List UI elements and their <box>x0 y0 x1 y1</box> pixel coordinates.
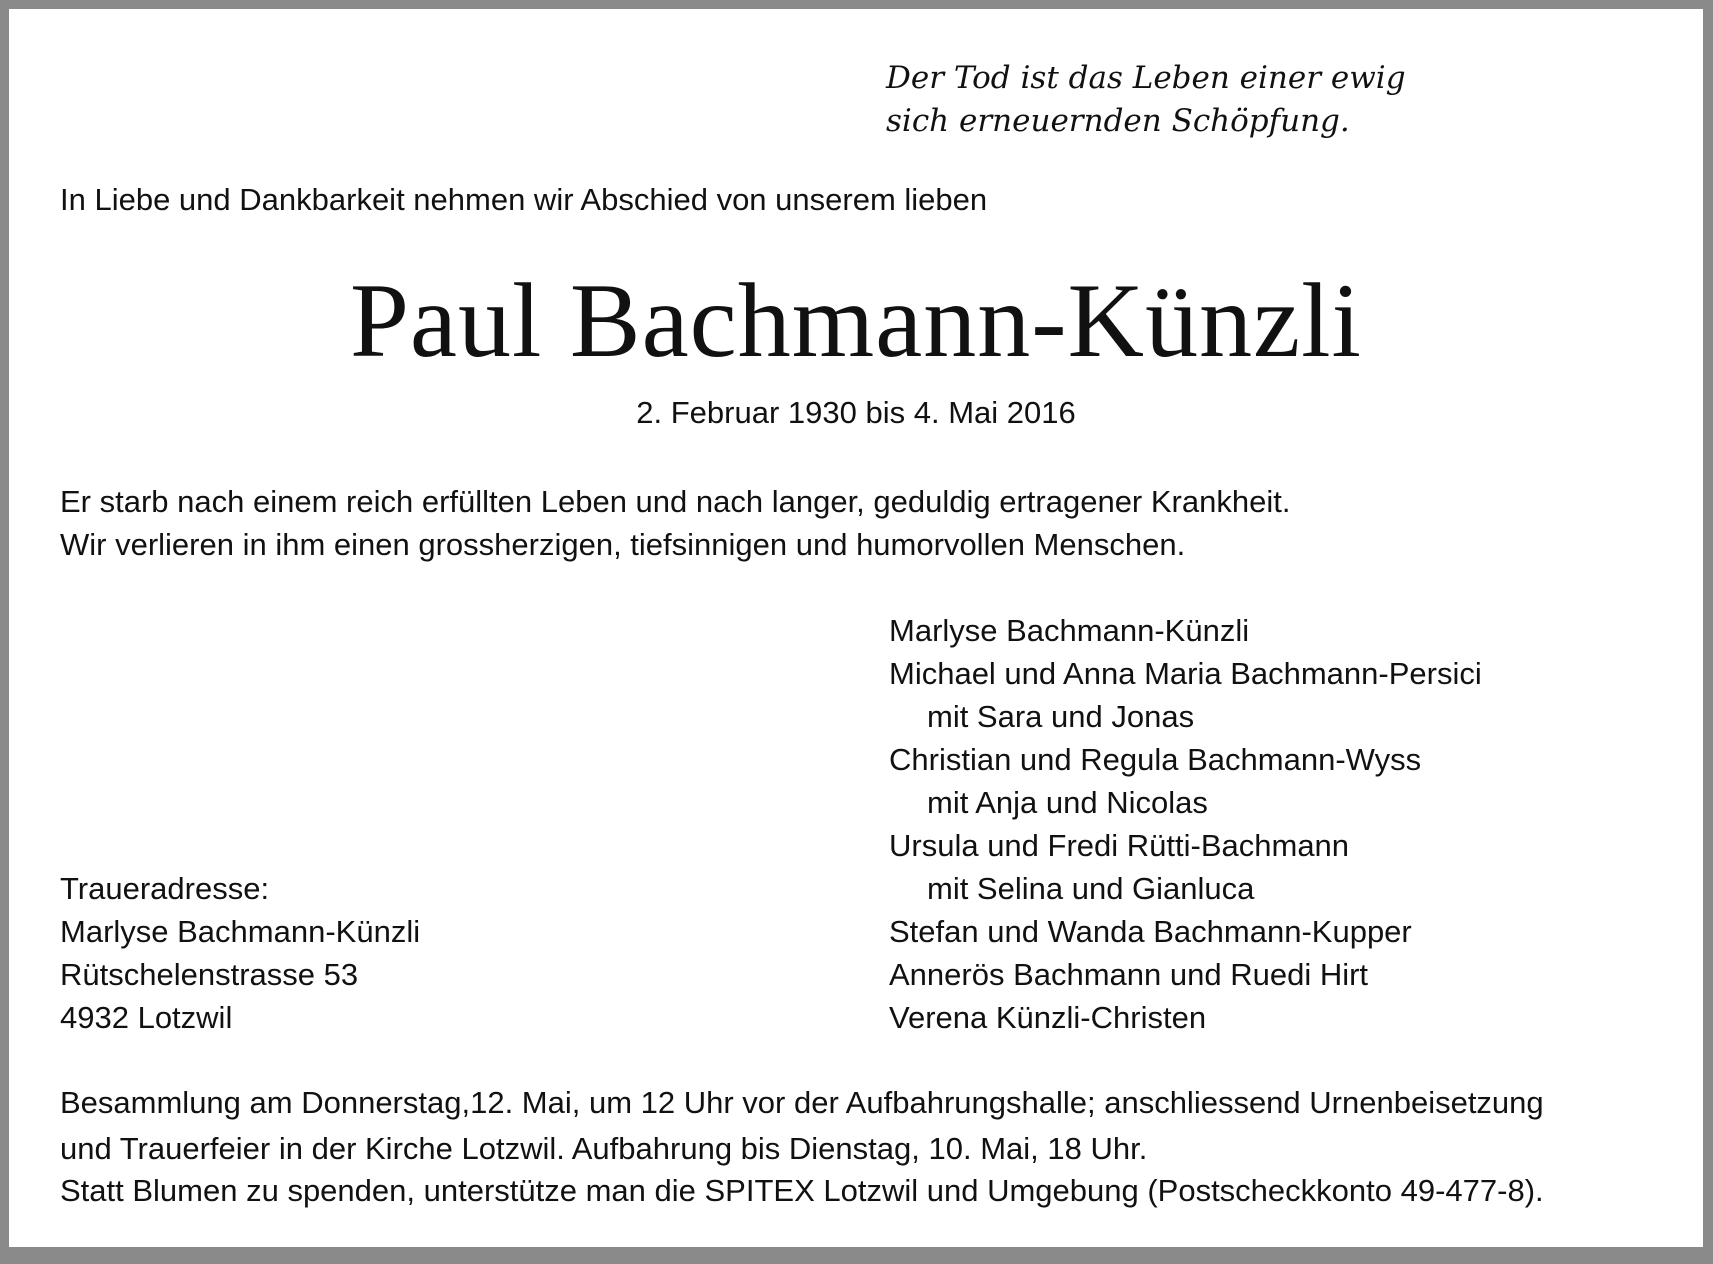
ceremony-info <box>60 1080 1544 1172</box>
deceased-name: Paul Bachmann-Künzli <box>349 262 1363 379</box>
address-name: Marlyse Bachmann-Künzli <box>60 914 421 949</box>
donation-note: Statt Blumen zu spenden, unterstütze man die SPITEX Lotzwil und Umgebung (Postscheckkonto 49-477-8). <box>60 1173 1544 1208</box>
tribute-line: Er starb nach einem reich erfüllten Leben und nach langer, geduldig ertragener Krankheit. <box>60 484 1291 519</box>
ceremony-line: und Trauerfeier in der Kirche Lotzwil. Aufbahrung bis Dienstag, 10. Mai, 18 Uhr. <box>60 1131 1148 1166</box>
intro-text: In Liebe und Dankbarkeit nehmen wir Abschied von unserem lieben <box>60 182 988 217</box>
life-dates: 2. Februar 1930 bis 4. Mai 2016 <box>636 395 1076 430</box>
motto-line: sich erneuernden Schöpfung. <box>886 103 1350 139</box>
address-city: 4932 Lotzwil <box>60 1000 233 1035</box>
family-children: mit Selina und Gianluca <box>927 871 1255 906</box>
address-street: Rütschelenstrasse 53 <box>60 957 359 992</box>
address-label: Traueradresse: <box>60 871 270 906</box>
family-member: Marlyse Bachmann-Künzli <box>889 613 1250 648</box>
family-member: Verena Künzli-Christen <box>889 1000 1207 1035</box>
motto-line: Der Tod ist das Leben einer ewig <box>886 60 1406 96</box>
family-list <box>889 609 1482 1039</box>
mourning-address <box>60 867 420 1039</box>
family-member: Christian und Regula Bachmann-Wyss <box>889 742 1422 777</box>
tribute-line: Wir verlieren in ihm einen grossherzigen, tiefsinnigen und humorvollen Menschen. <box>60 527 1186 562</box>
family-member: Annerös Bachmann und Ruedi Hirt <box>889 957 1369 992</box>
family-member: Stefan und Wanda Bachmann-Kupper <box>889 914 1412 949</box>
motto-quote <box>886 57 1406 143</box>
family-children: mit Sara und Jonas <box>927 699 1195 734</box>
obituary-page <box>9 9 1703 1247</box>
ceremony-line: Besammlung am Donnerstag,12. Mai, um 12 Uhr vor der Aufbahrungshalle; anschliessend Urnenbeisetzung <box>60 1085 1544 1120</box>
family-children: mit Anja und Nicolas <box>927 785 1208 820</box>
family-member: Ursula und Fredi Rütti-Bachmann <box>889 828 1350 863</box>
family-member: Michael und Anna Maria Bachmann-Persici <box>889 656 1482 691</box>
tribute-text <box>60 480 1290 566</box>
